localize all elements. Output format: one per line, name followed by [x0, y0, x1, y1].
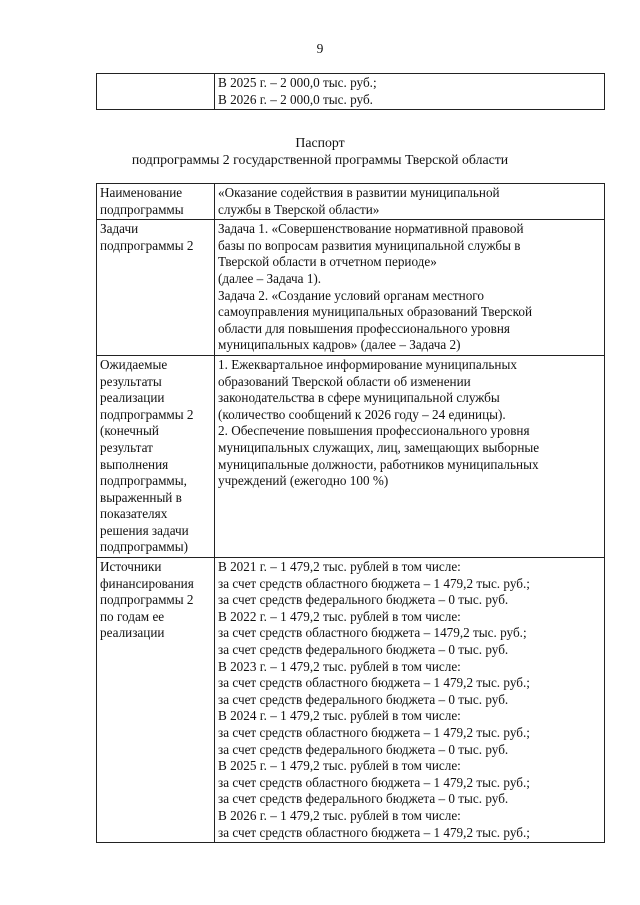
- label-line: подпрограммы,: [100, 473, 187, 489]
- content-line: (количество сообщений к 2026 году – 24 единицы).: [218, 406, 506, 422]
- label-line: по годам ее: [100, 608, 165, 624]
- content-line: самоуправления муниципальных образований Тверской: [218, 304, 533, 320]
- content-line: за счет средств областного бюджета – 1479,2 тыс. руб.;: [218, 625, 527, 641]
- passport-table: [96, 183, 605, 843]
- content-line: за счет средств областного бюджета – 1 479,2 тыс. руб.;: [218, 725, 530, 740]
- label-line: выраженный в: [100, 489, 182, 505]
- content-line: за счет средств федерального бюджета – 0 тыс. руб.: [218, 592, 509, 608]
- content-line: «Оказание содействия в развитии муниципальной: [218, 185, 500, 200]
- label-line: Источники: [100, 559, 162, 575]
- content-line: муниципальных кадров» (далее – Задача 2): [218, 337, 461, 353]
- content-line: за счет средств федерального бюджета – 0 тыс. руб.: [218, 691, 509, 707]
- row-content-cell: [215, 558, 605, 843]
- label-line: подпрограммы 2: [100, 406, 194, 422]
- row-label-cell: [97, 355, 215, 557]
- label-line: результат: [100, 439, 153, 455]
- content-line: 1. Ежеквартальное информирование муниципальных: [218, 356, 517, 372]
- content-line: Задача 2. «Создание условий органам местного: [218, 287, 484, 303]
- row-content-cell: [215, 184, 605, 220]
- label-line: (конечный: [100, 423, 159, 439]
- label-line: результаты: [100, 373, 162, 389]
- content-line: В 2023 г. – 1 479,2 тыс. рублей в том числе:: [218, 658, 461, 674]
- label-line: реализации: [100, 625, 165, 641]
- content-line: за счет средств федерального бюджета – 0 тыс. руб.: [218, 741, 509, 757]
- content-line: Тверской области в отчетном периоде»: [218, 254, 437, 270]
- label-line: решения задачи: [100, 522, 189, 538]
- content-line: В 2024 г. – 1 479,2 тыс. рублей в том числе:: [218, 708, 461, 724]
- empty-label-cell: [97, 74, 215, 110]
- content-line: базы по вопросам развития муниципальной службы в: [218, 237, 521, 253]
- label-line: подпрограммы 2: [100, 592, 194, 608]
- content-line: 2. Обеспечение повышения профессионального уровня: [218, 423, 530, 439]
- content-line: за счет средств областного бюджета – 1 479,2 тыс. руб.;: [218, 774, 530, 790]
- content-line: за счет средств областного бюджета – 1 479,2 тыс. руб.;: [218, 575, 530, 591]
- content-line: за счет средств областного бюджета – 1 479,2 тыс. руб.;: [218, 675, 530, 691]
- table-row: [97, 184, 605, 220]
- row-label-cell: [97, 558, 215, 843]
- content-line: за счет средств федерального бюджета – 0 тыс. руб.: [218, 642, 509, 658]
- content-line: законодательства в сфере муниципальной службы: [218, 390, 500, 406]
- label-line: реализации: [100, 390, 165, 406]
- content-line: В 2022 г. – 1 479,2 тыс. рублей в том числе:: [218, 608, 461, 624]
- row-label-cell: [97, 184, 215, 220]
- label-line: Наименование: [100, 185, 183, 200]
- passport-title: Паспорт: [295, 135, 345, 150]
- content-line: В 2021 г. – 1 479,2 тыс. рублей в том числе:: [218, 559, 461, 575]
- passport-subtitle: подпрограммы 2 государственной программы Тверской области: [131, 152, 509, 167]
- label-line: выполнения: [100, 456, 169, 472]
- continuation-table: [96, 73, 605, 110]
- label-line: показателях: [100, 506, 168, 522]
- row-label-cell: [97, 220, 215, 356]
- label-line: подпрограммы): [100, 539, 189, 555]
- content-line: (далее – Задача 1).: [218, 270, 322, 286]
- content-line: В 2026 г. – 1 479,2 тыс. рублей в том числе:: [218, 807, 461, 823]
- content-line: образований Тверской области об изменении: [218, 373, 471, 389]
- content-line: за счет средств федерального бюджета – 0 тыс. руб.: [218, 791, 509, 807]
- table-row: [97, 74, 605, 110]
- row-content-cell: [215, 220, 605, 356]
- funding-cell: [215, 74, 605, 110]
- content-line: службы в Тверской области»: [218, 201, 380, 217]
- content-line: муниципальных служащих, лиц, замещающих выборные: [218, 439, 540, 455]
- content-line: учреждений (ежегодно 100 %): [218, 473, 389, 489]
- content-line: Задача 1. «Совершенствование нормативной правовой: [218, 221, 524, 237]
- label-line: Ожидаемые: [100, 356, 168, 372]
- table-row: [97, 355, 605, 557]
- page-number: 9: [316, 41, 324, 56]
- content-line: за счет средств областного бюджета – 1 479,2 тыс. руб.;: [218, 824, 530, 840]
- content-line: муниципальные должности, работников муниципальных: [218, 456, 539, 472]
- text-line: В 2025 г. – 2 000,0 тыс. руб.;: [218, 75, 377, 90]
- content-line: области для повышения профессионального уровня: [218, 320, 510, 336]
- text-line: В 2026 г. – 2 000,0 тыс. руб.: [218, 91, 373, 107]
- label-line: финансирования: [100, 575, 194, 591]
- label-line: подпрограммы 2: [100, 237, 194, 253]
- content-line: В 2025 г. – 1 479,2 тыс. рублей в том числе:: [218, 758, 461, 774]
- label-line: подпрограммы: [100, 201, 184, 217]
- table-row: [97, 220, 605, 356]
- label-line: Задачи: [100, 221, 139, 237]
- row-content-cell: [215, 355, 605, 557]
- table-row: [97, 558, 605, 843]
